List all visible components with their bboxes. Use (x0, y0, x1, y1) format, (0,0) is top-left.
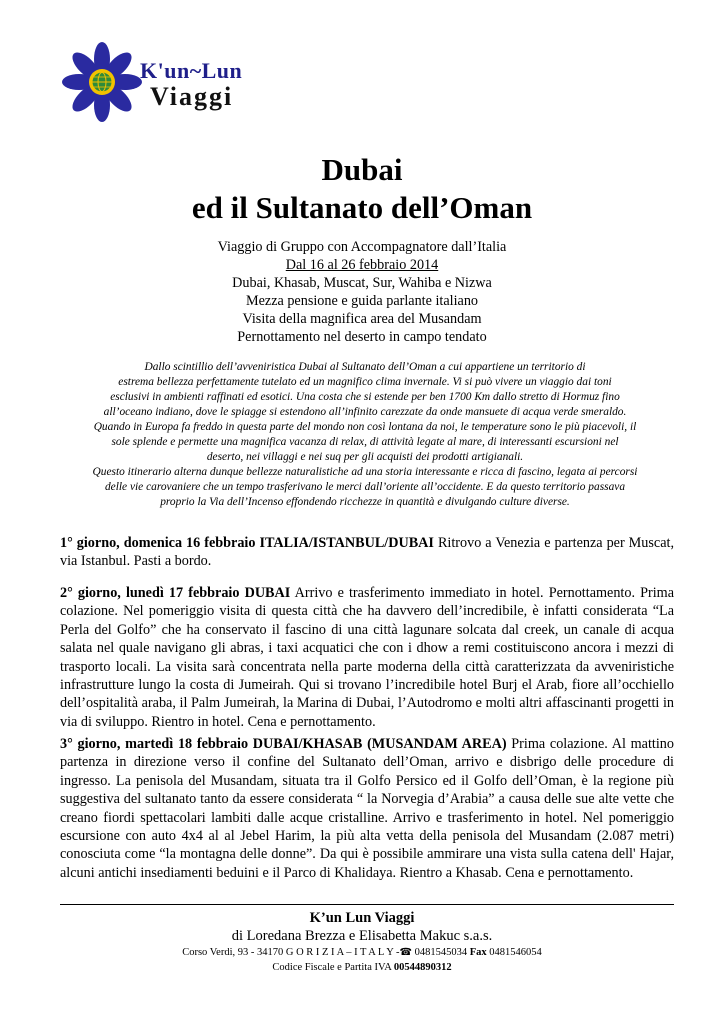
day-paragraph (60, 584, 674, 731)
intro-line: Dallo scintillio dell’avveniristica Dubai al Sultanato dell’Oman a cui appartiene un territorio di (144, 361, 586, 373)
subtitle-destinations: Dubai, Khasab, Muscat, Sur, Wahiba e Nizwa (232, 275, 492, 291)
intro-line: Questo itinerario alterna dunque bellezze naturalistiche ad una storia interessante e ricca di fascino, legata ai percorsi (92, 466, 638, 478)
page-title-line2: ed il Sultanato dell’Oman (191, 190, 533, 225)
day-text: Arrivo e trasferimento immediato in hotel. Pernottamento. Prima colazione. Nel pomeriggio visita di questa città che ha davvero dell’incredibile, è infatti considerata “La Perla del Golfo” che ha conservato il fascino di una città lagunare solcata dal creek, un canale di acqua salata nel quale navigano gli abras, i taxi acquatici che con i dhow a remi costituiscono ancora i mezzi di trasporto locali. La visita sarà concentrata nella parte moderna della città caratterizzata da avveniristiche infrastrutture lungo la costa di Jumeirah. Qui si trovano l’incredibile hotel Burj el Arab, fiore all’occhiello dell’ospitalità araba, il Palm Jumeirah, la Marina di Dubai, l’Autodromo e molti altri affascinanti progetti in via di sviluppo. Rientro in hotel. Cena e pernottamento. (60, 585, 674, 730)
flower-globe-icon (62, 42, 142, 122)
intro-line: Quando in Europa fa freddo in questa parte del mondo non così lontana da noi, le temperature sono le più piacevoli, il (93, 421, 637, 433)
footer-fax-label: Fax (469, 947, 487, 958)
subtitle-board: Mezza pensione e guida parlante italiano (245, 293, 479, 309)
company-logo (62, 42, 262, 130)
footer-company: K’un Lun Viaggi (309, 910, 415, 926)
footer-tax-line (0, 962, 724, 973)
day-heading: 2° giorno, lunedì 17 febbraio DUBAI (60, 585, 291, 601)
subtitle-group-trip: Viaggio di Gruppo con Accompagnatore dall’Italia (217, 239, 507, 255)
footer-address: Corso Verdi, 93 - 34170 G O R I Z I A – I T A L Y - (182, 947, 400, 958)
footer-address-line (0, 947, 724, 958)
intro-paragraph (60, 360, 670, 510)
intro-line: all’oceano indiano, dove le spiagge si estendono all’infinito carezzate da onde mansuete di acqua verde smeraldo. (103, 406, 627, 418)
footer-phone: 0481545034 (411, 947, 470, 958)
intro-line: deserto, nei villaggi e nei suq per gli acquisti dei prodotti artigianali. (206, 451, 524, 463)
intro-line: estrema bellezza perfettamente tutelato ed un magnifico clima invernale. Vi si può vivere un viaggio dai toni (118, 376, 612, 388)
day-heading: 3° giorno, martedì 18 febbraio DUBAI/KHASAB (MUSANDAM AREA) (60, 736, 507, 752)
footer-fax: 0481546054 (486, 947, 542, 958)
itinerary-day-1 (60, 534, 674, 571)
logo-text-viaggi: Viaggi (150, 82, 234, 111)
intro-line: sole splende e permette una magnifica vacanza di relax, di attività legate al mare, di interessanti escursioni nel (111, 436, 619, 448)
day-text: Ritrovo a Venezia e partenza per Muscat, via Istanbul. Pasti a bordo. (60, 535, 674, 570)
intro-line: esclusivi in ambienti raffinati ed esotici. Una costa che si estende per ben 1700 Km dallo stretto di Hormuz fino (110, 391, 620, 403)
logo-text-kunlun: K'un~Lun (140, 58, 243, 83)
footer-tax-label: Codice Fiscale e Partita IVA (272, 962, 394, 973)
footer-tax-id: 00544890312 (393, 962, 452, 973)
subtitle-musandam: Visita della magnifica area del Musandam (242, 311, 482, 327)
day-heading: 1° giorno, domenica 16 febbraio ITALIA/ISTANBUL/DUBAI (60, 535, 434, 551)
day-paragraph (60, 534, 674, 571)
subtitle-desert-camp: Pernottamento nel deserto in campo tendato (237, 329, 487, 345)
page-title-line1: Dubai (321, 152, 403, 187)
footer-owners: di Loredana Brezza e Elisabetta Makuc s.a.s. (231, 928, 493, 944)
day-text: Prima colazione. Al mattino partenza in direzione verso il confine del Sultanato dell’Oman, arrivo e disbrigo delle procedure di ingresso. La penisola del Musandam, situata tra il Golfo Persico ed il Golfo dell’Oman, è la regione più suggestiva del sultanato tanto da essere considerata “ la Norvegia d’Arabia” a causa delle sue alte vette che creano fiordi spettacolari lambiti dalle acque cristalline. Arrivo e trasferimento in hotel. Nel pomeriggio escursione con auto 4x4 al al Jebel Harim, la più alta vetta della penisola del Musandam (2.087 metri) conosciuta come “la montagna delle donne”. Da qui è possibile ammirare una vista sulla catena dell' Hajar, alcuni antichi insediamenti beduini e il Parco di Khalidaya. Rientro a Khasab. Cena e pernottamento. (60, 736, 674, 881)
subtitle-dates: Dal 16 al 26 febbraio 2014 (285, 257, 439, 273)
itinerary-day-3 (60, 735, 674, 882)
intro-line: proprio la Via dell’Incenso effondendo ricchezze in quantità e divulgando culture diverse. (160, 496, 570, 508)
itinerary-day-2 (60, 584, 674, 731)
telephone-icon: ☎ (399, 947, 412, 958)
day-paragraph (60, 735, 674, 882)
intro-line: delle vie carovaniere che un tempo trasferivano le merci dall’oriente all’occidente. E da questo territorio passava (104, 481, 626, 493)
footer-divider (60, 904, 674, 905)
